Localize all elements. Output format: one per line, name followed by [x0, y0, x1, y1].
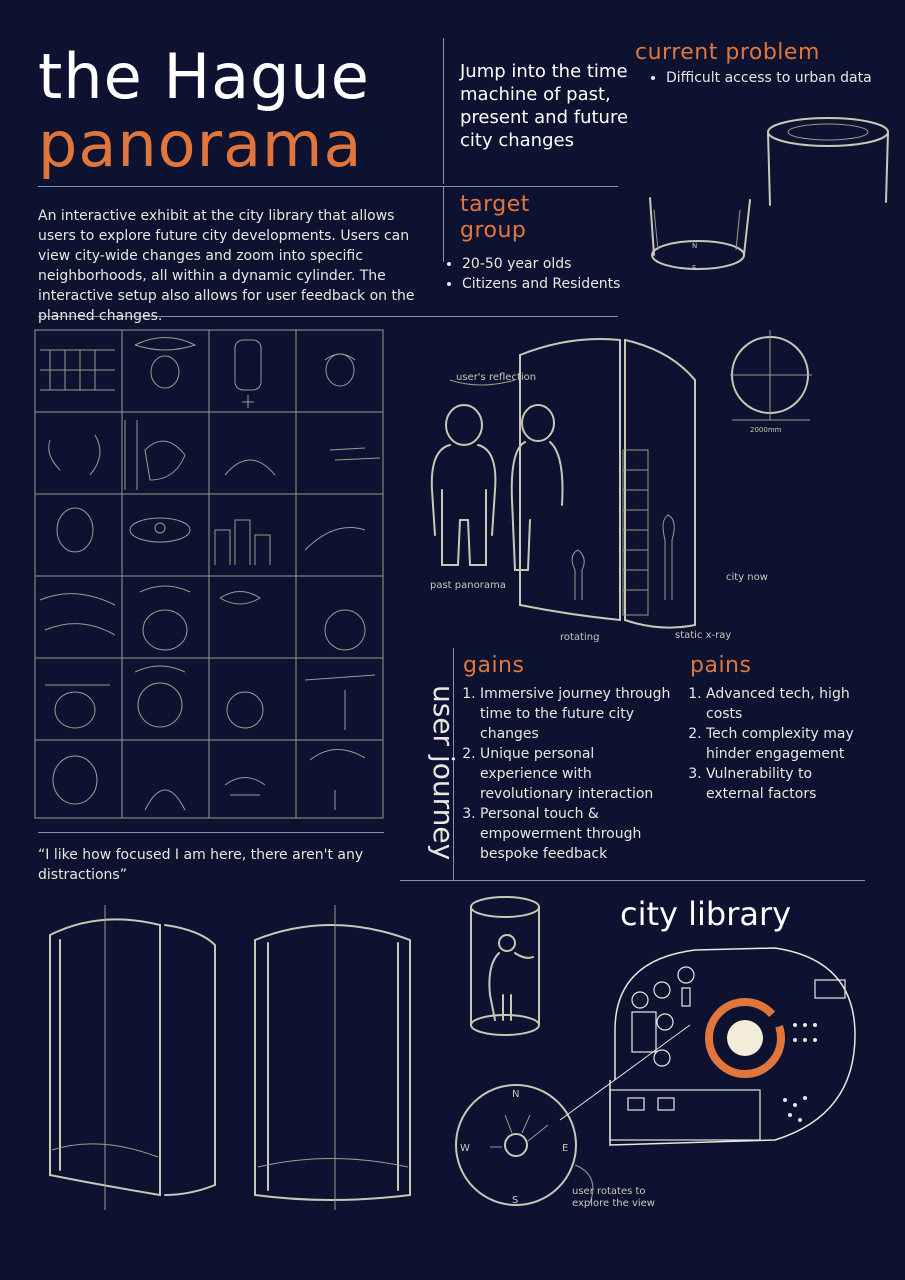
current-problem-item: • Difficult access to urban data: [666, 68, 888, 88]
compass-s: S: [512, 1195, 519, 1206]
target-group-list: [444, 254, 634, 294]
static-xray-note: static x-ray: [675, 630, 732, 641]
target-group-item: • Citizens and Residents: [462, 274, 634, 294]
pains-heading: pains: [690, 653, 752, 678]
user-rotates-note: user rotates to explore the view: [572, 1186, 655, 1209]
dimension-note: 2000mm: [750, 426, 782, 434]
pains-item: 1. Advanced tech, high costs: [706, 684, 868, 724]
person-cylinder-sketch: [465, 895, 575, 1045]
city-now-note: city now: [726, 572, 768, 583]
gains-item: 2. Unique personal experience with revolutionary interaction: [480, 744, 672, 804]
gains-list: [462, 684, 672, 864]
current-problem-heading: current problem: [635, 40, 820, 65]
title-line-2: panorama: [38, 108, 363, 181]
tagline: Jump into the time machine of past, present and future city changes: [460, 61, 629, 151]
gains-item: 1. Immersive journey through time to the future city changes: [480, 684, 672, 744]
users-reflection-note: user's reflection: [456, 372, 537, 383]
pains-item: 2. Tech complexity may hinder engagement: [706, 724, 868, 764]
target-group-heading: [460, 192, 530, 244]
compass-w: W: [460, 1143, 470, 1154]
cylinder-sketch-top: [640, 110, 900, 290]
title-line-1: the Hague: [38, 40, 370, 113]
installation-sketch: [420, 320, 900, 650]
current-problem-list: [648, 68, 888, 88]
target-group-heading-line1: target: [460, 192, 530, 217]
target-group-item: • 20-50 year olds: [462, 254, 634, 274]
svg-text:S: S: [692, 264, 697, 272]
target-group-heading-line2: group: [460, 218, 527, 243]
past-panorama-note: past panorama: [430, 580, 506, 591]
user-journey-label: user journey: [427, 685, 460, 861]
description: An interactive exhibit at the city library that allows users to explore future city developments. Users can view city-wide changes and zoom into specific neighborhoods, all within a dynamic cylinder. The interactive setup also allows for user feedback on the planned changes.: [38, 208, 415, 324]
gains-rule: [400, 880, 865, 881]
storyboard: [35, 330, 385, 820]
pains-item: 3. Vulnerability to external factors: [706, 764, 868, 804]
city-library-heading: city library: [620, 895, 792, 933]
target-divider: [443, 186, 444, 262]
svg-text:N: N: [692, 242, 698, 250]
header-divider: [443, 38, 444, 184]
compass-n: N: [512, 1089, 520, 1100]
pains-list: [688, 684, 868, 804]
journey-rule: [38, 832, 384, 833]
gains-item: 3. Personal touch & empowerment through bespoke feedback: [480, 804, 672, 864]
header-rule: [38, 186, 618, 187]
user-quote: “I like how focused I am here, there aren't any distractions”: [38, 847, 364, 883]
rotating-note: rotating: [560, 632, 600, 643]
cylinder-sketches-bottom: [40, 905, 430, 1215]
gains-heading: gains: [463, 653, 525, 678]
compass-e: E: [562, 1143, 569, 1154]
